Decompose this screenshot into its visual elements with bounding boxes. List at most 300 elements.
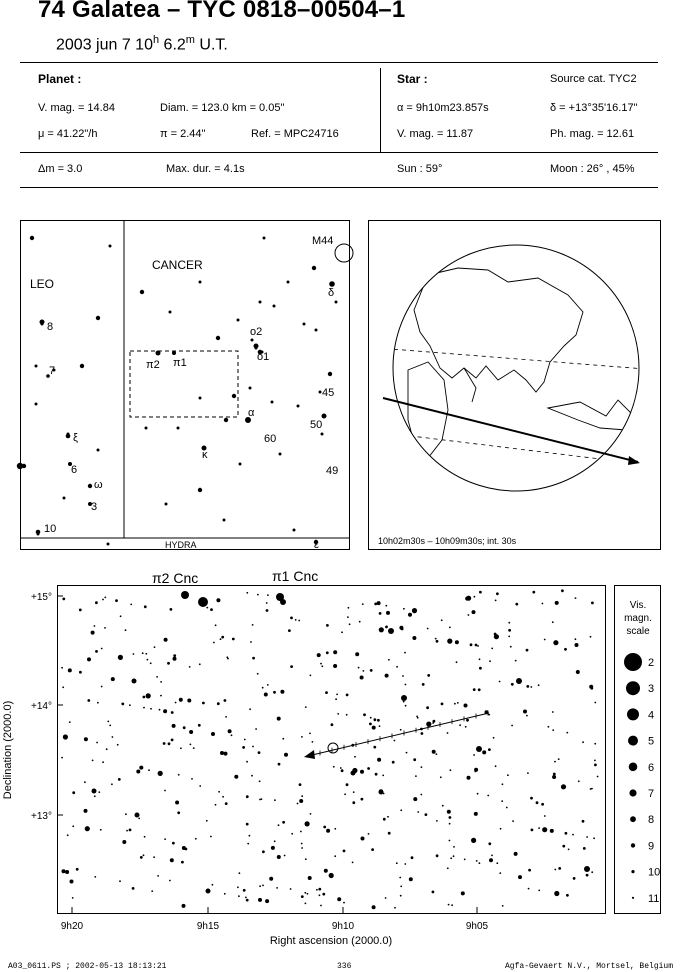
finder-star xyxy=(328,372,332,376)
field-star xyxy=(370,717,372,719)
field-star xyxy=(399,626,403,630)
field-star xyxy=(333,766,335,768)
field-star xyxy=(413,758,416,761)
finder-star-label: 50 xyxy=(310,419,323,431)
field-star xyxy=(278,763,281,766)
field-star xyxy=(575,597,577,599)
finder-star xyxy=(237,319,240,322)
field-star xyxy=(274,799,276,801)
field-star xyxy=(257,594,259,596)
field-star xyxy=(140,856,143,859)
finder-star xyxy=(273,305,276,308)
finder-bright-star xyxy=(66,434,71,439)
field-star xyxy=(441,619,443,621)
finder-star xyxy=(303,323,306,326)
field-star xyxy=(259,885,261,887)
field-star xyxy=(251,775,253,777)
field-star xyxy=(84,809,88,813)
field-star xyxy=(361,798,364,801)
field-star xyxy=(467,776,471,780)
field-star xyxy=(307,893,309,895)
bright-field-star xyxy=(280,599,286,605)
field-star xyxy=(447,867,449,869)
field-star xyxy=(575,638,577,640)
scale-mag-label: 7 xyxy=(648,788,655,800)
finder-star-label: 7 xyxy=(49,365,56,377)
field-star xyxy=(553,640,558,645)
field-star xyxy=(69,721,71,723)
finder-star xyxy=(239,463,242,466)
field-star xyxy=(320,905,322,907)
field-star xyxy=(61,757,63,759)
dec-axis-label: Declination (2000.0) xyxy=(2,700,14,800)
field-star xyxy=(246,592,248,594)
field-star xyxy=(589,685,593,689)
ra-tick-label: 9h20 xyxy=(60,921,84,932)
scale-dot xyxy=(624,653,642,671)
finder-star xyxy=(109,245,112,248)
field-star xyxy=(586,836,588,838)
field-star xyxy=(447,639,452,644)
field-star xyxy=(264,693,268,697)
field-star xyxy=(146,693,151,698)
field-star xyxy=(377,719,380,722)
star-vmag: V. mag. = 11.87 xyxy=(397,128,474,140)
field-star xyxy=(479,667,482,670)
field-star xyxy=(172,842,175,845)
field-star xyxy=(206,607,208,609)
field-star xyxy=(334,828,336,830)
field-star xyxy=(319,894,321,896)
field-star xyxy=(62,686,64,688)
field-star xyxy=(160,681,162,683)
field-star xyxy=(284,753,288,757)
finder-star xyxy=(271,401,274,404)
finder-bright-star xyxy=(172,351,176,355)
field-star xyxy=(479,591,482,594)
ra-axis-label: Right ascension (2000.0) xyxy=(269,935,393,947)
field-star xyxy=(139,766,143,770)
field-star xyxy=(295,619,297,621)
field-star xyxy=(466,596,471,601)
bright-field-star xyxy=(401,695,407,701)
finder-star xyxy=(169,311,172,314)
field-star xyxy=(553,773,556,776)
field-star xyxy=(210,836,212,838)
header-divider xyxy=(380,68,381,152)
field-star xyxy=(425,813,428,816)
field-star xyxy=(502,783,504,785)
field-star xyxy=(512,820,514,822)
field-star xyxy=(494,633,497,636)
field-star xyxy=(189,730,193,734)
field-star xyxy=(530,797,533,800)
field-star xyxy=(299,799,303,803)
bright-field-star xyxy=(92,789,97,794)
scale-dot xyxy=(632,897,634,899)
field-star xyxy=(372,905,376,909)
field-star xyxy=(132,887,135,890)
field-star xyxy=(531,829,534,832)
field-star xyxy=(120,615,122,617)
field-star xyxy=(133,653,135,655)
field-star xyxy=(331,723,334,726)
field-star xyxy=(217,702,220,705)
field-star xyxy=(316,889,318,891)
finder-star xyxy=(287,281,290,284)
field-star xyxy=(527,772,529,774)
field-star xyxy=(244,739,246,741)
field-star xyxy=(273,691,276,694)
field-star xyxy=(377,758,381,762)
field-star xyxy=(477,645,479,647)
field-star xyxy=(322,893,325,896)
finder-bright-star xyxy=(17,463,23,469)
finder-star-label: 3 xyxy=(91,501,98,513)
field-star xyxy=(454,703,456,705)
field-star xyxy=(182,904,186,908)
field-star xyxy=(436,640,439,643)
field-star xyxy=(305,903,307,905)
field-star xyxy=(258,751,261,754)
field-star xyxy=(396,666,398,668)
field-star xyxy=(259,799,261,801)
field-star xyxy=(508,636,510,638)
field-star xyxy=(573,877,576,880)
field-star xyxy=(121,703,124,706)
field-star xyxy=(466,719,469,722)
field-star xyxy=(441,703,444,706)
field-star xyxy=(558,867,561,870)
finder-star-label: ε xyxy=(314,539,319,551)
field-star xyxy=(323,826,326,829)
field-star xyxy=(175,801,179,805)
field-star xyxy=(239,872,241,874)
moon-elongation: Moon : 26° , 45% xyxy=(550,163,635,175)
field-star xyxy=(472,610,476,614)
field-star xyxy=(290,888,292,890)
scale-mag-label: 5 xyxy=(648,735,655,748)
field-star xyxy=(212,884,214,886)
field-star xyxy=(536,801,539,804)
finder-star xyxy=(263,237,266,240)
delta-mag: Δm = 3.0 xyxy=(38,163,83,175)
field-star xyxy=(532,591,535,594)
field-star xyxy=(265,899,269,903)
field-star xyxy=(62,598,65,601)
field-star xyxy=(465,726,467,728)
field-star xyxy=(324,869,328,873)
field-star xyxy=(300,831,302,833)
field-star xyxy=(415,775,417,777)
field-star xyxy=(170,608,173,611)
field-star xyxy=(157,875,159,877)
field-star xyxy=(578,780,580,782)
field-star xyxy=(346,714,348,716)
field-star xyxy=(144,836,146,838)
finder-star xyxy=(80,364,84,368)
field-star xyxy=(94,625,96,627)
field-star xyxy=(308,876,312,880)
field-star xyxy=(388,832,391,835)
finder-star-label: 49 xyxy=(326,465,339,477)
field-star xyxy=(111,783,113,785)
field-star xyxy=(190,744,192,746)
field-star xyxy=(597,776,599,778)
field-star xyxy=(386,611,390,615)
field-star xyxy=(348,607,350,609)
finder-star-label: ξ xyxy=(73,432,78,444)
field-star xyxy=(102,599,104,601)
field-star xyxy=(310,675,312,677)
field-star xyxy=(252,746,254,748)
field-star xyxy=(225,802,228,805)
field-star xyxy=(278,824,280,826)
field-star xyxy=(388,659,390,661)
bright-field-star xyxy=(206,889,211,894)
finder-star-label: α xyxy=(248,407,255,419)
field-star xyxy=(148,769,150,771)
field-star xyxy=(554,869,556,871)
scale-dot xyxy=(627,708,639,720)
field-star xyxy=(359,621,361,623)
bright-field-star xyxy=(181,591,189,599)
field-star xyxy=(255,728,257,730)
field-star xyxy=(347,616,349,618)
field-star xyxy=(243,889,246,892)
scale-dot xyxy=(629,789,636,796)
field-star xyxy=(320,663,322,665)
finder-bright-star xyxy=(254,344,259,349)
field-star xyxy=(333,664,337,668)
finder-star-label: o1 xyxy=(257,351,270,363)
page-title: 74 Galatea – TYC 0818–00504–1 xyxy=(38,0,406,23)
constellation-cancer: CANCER xyxy=(152,258,203,272)
field-star xyxy=(426,706,429,709)
field-star xyxy=(154,646,156,648)
field-star xyxy=(526,649,529,652)
field-star xyxy=(144,605,147,608)
field-star xyxy=(325,691,328,694)
field-star xyxy=(542,603,544,605)
field-star xyxy=(464,859,466,861)
field-star xyxy=(495,600,497,602)
field-star xyxy=(400,809,402,811)
field-star xyxy=(215,624,217,626)
field-star xyxy=(189,666,191,668)
field-star xyxy=(183,726,186,729)
field-star xyxy=(153,856,155,858)
field-star xyxy=(224,893,226,895)
field-star xyxy=(282,821,285,824)
field-star xyxy=(408,613,412,617)
field-star xyxy=(436,854,439,857)
field-star xyxy=(405,684,407,686)
field-star xyxy=(436,820,438,822)
finder-star-label: ω xyxy=(94,479,103,491)
field-star xyxy=(262,850,265,853)
field-star xyxy=(92,760,94,762)
field-star xyxy=(566,894,569,897)
field-star xyxy=(440,776,442,778)
field-star xyxy=(305,706,307,708)
field-star xyxy=(377,601,381,605)
field-star xyxy=(173,654,176,657)
finder-star xyxy=(107,543,110,546)
field-star xyxy=(305,858,307,860)
field-star xyxy=(382,775,384,777)
field-star xyxy=(373,746,376,749)
finder-bright-star xyxy=(322,414,327,419)
field-star xyxy=(111,677,115,681)
field-star xyxy=(499,681,501,683)
field-star xyxy=(374,718,377,721)
field-star xyxy=(119,880,121,882)
field-star xyxy=(575,643,579,647)
field-star xyxy=(301,736,303,738)
bright-field-star xyxy=(379,790,384,795)
field-star xyxy=(143,696,146,699)
field-star xyxy=(298,620,300,622)
field-star xyxy=(416,716,418,718)
finder-star-label: π2 xyxy=(146,359,160,371)
finder-star xyxy=(216,336,220,340)
field-star xyxy=(343,850,346,853)
bright-field-star xyxy=(516,678,522,684)
field-star xyxy=(449,816,452,819)
field-star xyxy=(355,652,359,656)
field-star xyxy=(198,724,201,727)
field-star xyxy=(337,713,339,715)
field-star xyxy=(385,626,388,629)
field-star xyxy=(232,638,235,641)
field-star xyxy=(404,863,406,865)
field-star xyxy=(507,774,509,776)
field-star xyxy=(479,862,481,864)
scale-title-line: magn. xyxy=(624,613,652,624)
field-star xyxy=(526,715,528,717)
field-star xyxy=(530,686,532,688)
field-star xyxy=(341,631,343,633)
field-star xyxy=(554,761,556,763)
field-star xyxy=(62,869,66,873)
field-star xyxy=(158,771,163,776)
finder-star xyxy=(293,529,296,532)
sun-elongation: Sun : 59° xyxy=(397,163,443,175)
field-star xyxy=(150,662,152,664)
field-star xyxy=(360,770,364,774)
field-star xyxy=(427,674,430,677)
planet-diameter: Diam. = 123.0 km = 0.05" xyxy=(160,102,285,114)
field-star xyxy=(442,805,444,807)
field-star xyxy=(210,608,213,611)
field-star xyxy=(199,785,201,787)
field-star xyxy=(583,847,586,850)
finder-star xyxy=(88,484,92,488)
field-star xyxy=(220,638,222,640)
field-star xyxy=(180,747,182,749)
field-star xyxy=(277,717,281,721)
ra-tick-label: 9h10 xyxy=(331,921,355,932)
field-star xyxy=(246,795,249,798)
field-star xyxy=(282,738,284,740)
field-star xyxy=(321,665,323,667)
field-star xyxy=(312,741,314,743)
finder-star xyxy=(97,449,100,452)
field-star xyxy=(271,846,275,850)
header-top-rule xyxy=(20,62,658,63)
field-star xyxy=(457,702,459,704)
field-star xyxy=(259,780,261,782)
field-star xyxy=(394,907,396,909)
field-star xyxy=(590,788,592,790)
field-star xyxy=(125,813,127,815)
field-star xyxy=(228,729,232,733)
field-star xyxy=(474,812,478,816)
field-star xyxy=(396,862,398,864)
field-star xyxy=(193,747,195,749)
field-star xyxy=(305,821,310,826)
scale-mag-label: 9 xyxy=(648,840,655,853)
field-star xyxy=(379,725,381,727)
field-star xyxy=(262,885,264,887)
finder-bright-star xyxy=(329,281,335,287)
field-star xyxy=(383,818,386,821)
field-star xyxy=(225,716,227,718)
scale-dot xyxy=(626,681,640,695)
bright-field-star xyxy=(476,746,482,752)
field-star xyxy=(136,770,140,774)
field-star xyxy=(372,726,376,730)
field-star xyxy=(94,795,96,797)
star-phmag: Ph. mag. = 12.61 xyxy=(550,128,635,140)
field-star xyxy=(510,646,512,648)
scale-mag-label: 10 xyxy=(648,866,661,879)
field-star xyxy=(363,670,365,672)
finder-star-label: κ xyxy=(202,449,208,461)
field-star xyxy=(453,855,455,857)
field-star xyxy=(488,748,491,751)
field-star xyxy=(367,767,370,770)
field-star xyxy=(400,886,402,888)
field-star xyxy=(125,629,127,631)
field-star xyxy=(478,688,481,691)
dec-tick-label: +13° xyxy=(31,811,52,822)
field-star xyxy=(266,602,268,604)
field-star xyxy=(247,843,249,845)
field-star xyxy=(473,688,476,691)
field-star xyxy=(118,655,123,660)
field-star xyxy=(79,671,82,674)
field-star xyxy=(511,725,513,727)
field-star xyxy=(489,858,493,862)
field-star xyxy=(361,837,365,841)
scale-mag-label: 4 xyxy=(648,709,655,722)
field-star xyxy=(427,628,429,630)
field-star xyxy=(97,702,99,704)
bright-field-star xyxy=(351,771,356,776)
field-star xyxy=(118,778,121,781)
field-star xyxy=(552,621,554,623)
field-star xyxy=(508,622,510,624)
field-star xyxy=(420,794,422,796)
field-star xyxy=(87,657,91,661)
finder-star xyxy=(35,403,38,406)
field-star xyxy=(277,855,281,859)
field-star xyxy=(309,733,311,735)
field-star xyxy=(550,829,554,833)
field-star xyxy=(246,823,249,826)
